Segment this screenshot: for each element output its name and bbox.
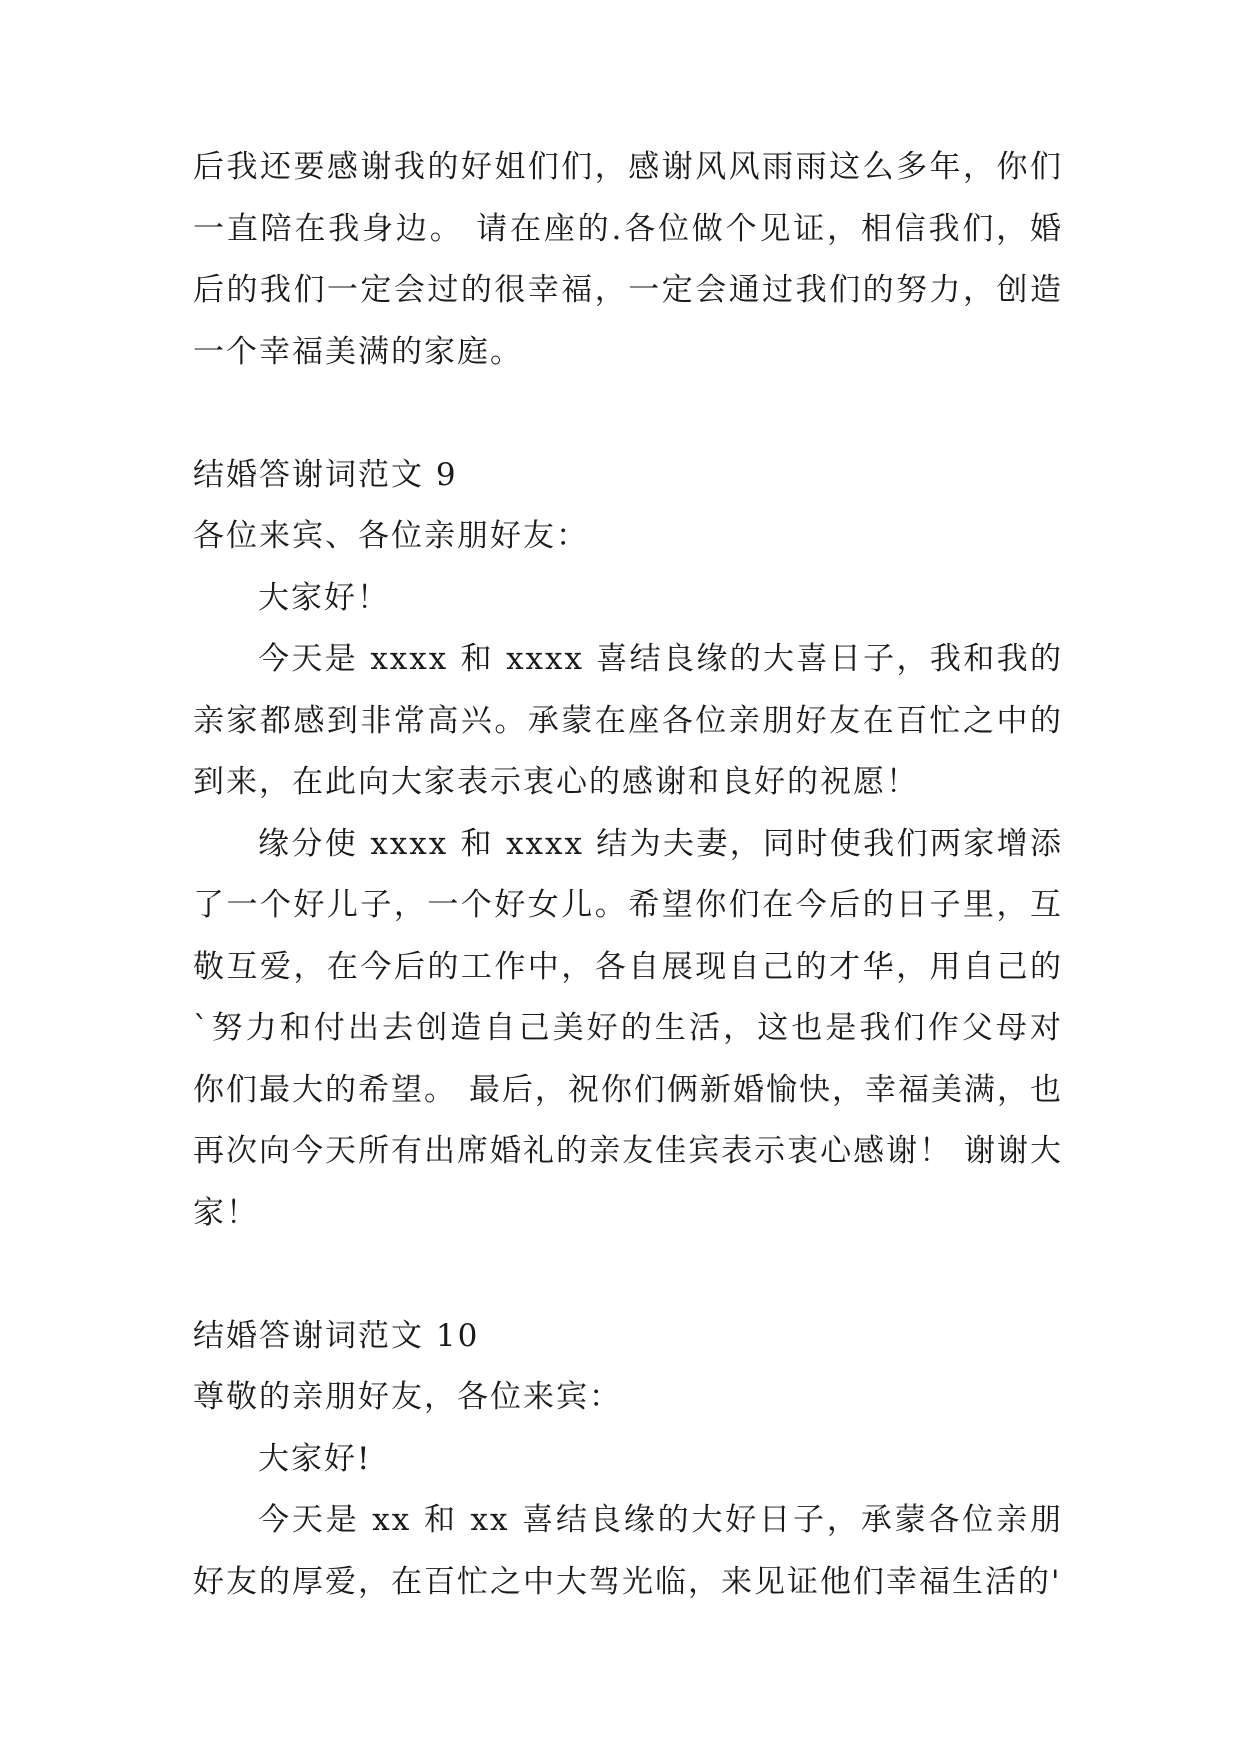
section-9-title: 结婚答谢词范文 9 (193, 456, 458, 493)
section-spacer (193, 1244, 1063, 1306)
section-9-paragraph-2: 缘分使 xxxx 和 xxxx 结为夫妻，同时使我们两家增添了一个好儿子，一个好女儿。希望你们在今后的日子里，互敬互爱，在今后的工作中，各自展现自己的才华，用自己的`努力和付出去创造自己美好的生活，这也是我们作父母对你们最大的希望。 最后，祝你们俩新婚愉快，幸福美满，也再次向今天所有出席婚礼的亲友佳宾表示衷心感谢！ 谢谢大家！ (193, 825, 1063, 1231)
section-9-greeting: 大家好！ (258, 579, 390, 616)
section-10-paragraph-1: 今天是 xx 和 xx 喜结良缘的大好日子，承蒙各位亲朋好友的厚爱，在百忙之中大驾光临，来见证他们幸福生活的' (193, 1502, 1063, 1600)
section-9-paragraph-1: 今天是 xxxx 和 xxxx 喜结良缘的大喜日子，我和我的亲家都感到非常高兴。承蒙在座各位亲朋好友在百忙之中的到来，在此向大家表示衷心的感谢和良好的祝愿！ (193, 641, 1063, 800)
section-8-closing-paragraph: 后我还要感谢我的好姐们们，感谢风风雨雨这么多年，你们一直陪在我身边。 请在座的.各位做个见证，相信我们，婚后的我们一定会过的很幸福，一定会通过我们的努力，创造一个幸福美满的家庭。 (193, 149, 1063, 370)
section-spacer (193, 383, 1063, 445)
section-9-salutation: 各位来宾、各位亲朋好友： (193, 518, 589, 554)
section-10-title: 结婚答谢词范文 10 (193, 1317, 480, 1354)
section-10-greeting: 大家好! (258, 1440, 372, 1477)
document-body (193, 137, 1063, 1613)
section-10-salutation: 尊敬的亲朋好友，各位来宾： (193, 1379, 622, 1415)
